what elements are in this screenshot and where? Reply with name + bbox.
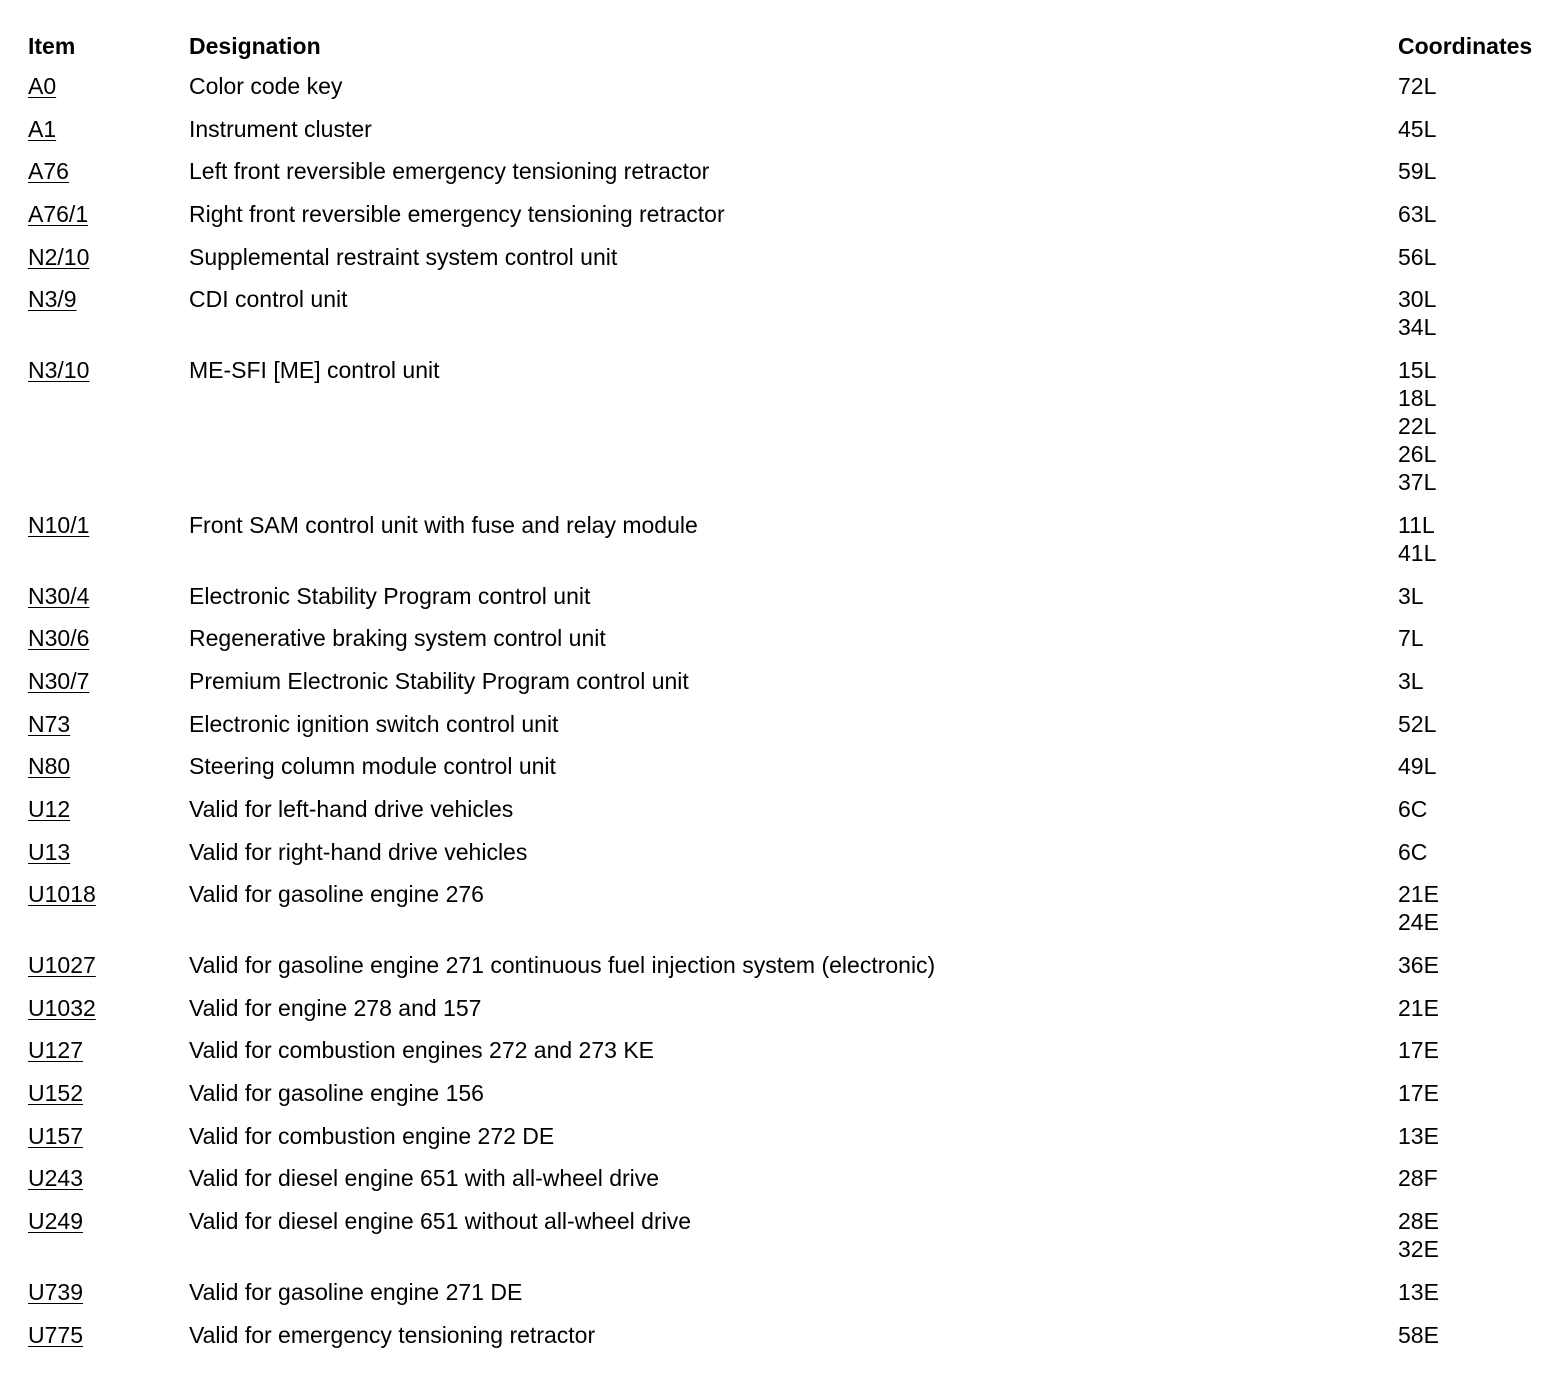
- table-row: [28, 795, 1548, 838]
- table-row: [28, 994, 1548, 1037]
- designation-cell: Instrument cluster: [189, 115, 372, 142]
- coordinate-value: 37L: [1398, 469, 1437, 496]
- coordinate-value: 22L: [1398, 413, 1437, 440]
- coordinate-value: 63L: [1398, 201, 1437, 228]
- table-row: [28, 356, 1548, 511]
- designation-cell: Supplemental restraint system control unit: [189, 243, 618, 270]
- coordinate-value: 52L: [1398, 710, 1437, 737]
- designation-cell: Front SAM control unit with fuse and relay module: [189, 511, 698, 538]
- item-cell: [28, 1321, 189, 1349]
- coordinate-value: 28F: [1398, 1165, 1438, 1192]
- table-row: [28, 1079, 1548, 1122]
- designation-cell: Premium Electronic Stability Program control unit: [189, 667, 689, 694]
- item-cell: [28, 356, 189, 384]
- item-link[interactable]: N73: [28, 710, 71, 737]
- coordinate-value: 3L: [1398, 667, 1424, 694]
- item-link[interactable]: A76/1: [28, 201, 89, 228]
- item-link[interactable]: U157: [28, 1122, 83, 1149]
- coordinates-cell: [1398, 582, 1548, 610]
- table-row: [28, 72, 1548, 115]
- coordinates-cell: [1398, 951, 1548, 979]
- item-cell: [28, 1122, 189, 1150]
- item-link[interactable]: U1032: [28, 994, 96, 1021]
- coordinates-cell: [1398, 1321, 1548, 1349]
- designation-cell: Valid for gasoline engine 271 DE: [189, 1278, 523, 1305]
- coordinates-cell: [1398, 285, 1548, 341]
- table-row: [28, 1036, 1548, 1079]
- coordinate-value: 24E: [1398, 909, 1439, 936]
- designation-cell: CDI control unit: [189, 286, 348, 313]
- table-row: [28, 285, 1548, 356]
- item-link[interactable]: U13: [28, 838, 71, 865]
- item-link[interactable]: U243: [28, 1165, 83, 1192]
- coordinate-value: 15L: [1398, 357, 1437, 384]
- coordinate-value: 58E: [1398, 1321, 1439, 1348]
- coordinates-cell: [1398, 1164, 1548, 1192]
- designation-cell: Valid for left-hand drive vehicles: [189, 795, 514, 822]
- item-cell: [28, 710, 189, 738]
- item-link[interactable]: U739: [28, 1278, 83, 1305]
- table-body: [28, 72, 1548, 1363]
- coordinate-value: 21E: [1398, 994, 1439, 1021]
- designation-cell: Valid for diesel engine 651 without all-wheel drive: [189, 1208, 692, 1235]
- coordinates-cell: [1398, 624, 1548, 652]
- header-coordinates: Coordinates: [1398, 33, 1533, 59]
- designation-cell: Valid for diesel engine 651 with all-wheel drive: [189, 1165, 660, 1192]
- item-link[interactable]: U1018: [28, 881, 96, 908]
- coordinate-value: 7L: [1398, 625, 1424, 652]
- header-item: Item: [28, 33, 76, 59]
- table-row: [28, 1122, 1548, 1165]
- designation-cell: Valid for engine 278 and 157: [189, 994, 482, 1021]
- item-cell: [28, 1079, 189, 1107]
- item-cell: [28, 285, 189, 313]
- coordinates-cell: [1398, 1207, 1548, 1263]
- coordinate-value: 45L: [1398, 115, 1437, 142]
- table-row: [28, 200, 1548, 243]
- table-row: [28, 1164, 1548, 1207]
- item-cell: [28, 994, 189, 1022]
- coordinates-cell: [1398, 1036, 1548, 1064]
- coordinates-cell: [1398, 356, 1548, 496]
- item-cell: [28, 243, 189, 271]
- item-link[interactable]: N10/1: [28, 511, 90, 538]
- item-cell: [28, 838, 189, 866]
- coordinate-value: 30L: [1398, 286, 1437, 313]
- coordinates-cell: [1398, 1122, 1548, 1150]
- designation-cell: Right front reversible emergency tensioning retractor: [189, 201, 725, 228]
- coordinate-value: 11L: [1398, 511, 1435, 538]
- coordinates-cell: [1398, 838, 1548, 866]
- coordinate-value: 13E: [1398, 1122, 1439, 1149]
- coordinates-cell: [1398, 994, 1548, 1022]
- table-row: [28, 951, 1548, 994]
- item-cell: [28, 752, 189, 780]
- designation-cell: ME-SFI [ME] control unit: [189, 357, 440, 384]
- designation-cell: Steering column module control unit: [189, 753, 556, 780]
- item-cell: [28, 1278, 189, 1306]
- table-row: [28, 752, 1548, 795]
- coordinate-value: 56L: [1398, 243, 1437, 270]
- item-cell: [28, 624, 189, 652]
- table-header: [28, 30, 1548, 66]
- coordinates-cell: [1398, 243, 1548, 271]
- coordinate-value: 32E: [1398, 1236, 1439, 1263]
- item-link[interactable]: U12: [28, 795, 71, 822]
- item-cell: [28, 511, 189, 539]
- coordinates-cell: [1398, 710, 1548, 738]
- coordinates-cell: [1398, 1079, 1548, 1107]
- designation-cell: Valid for emergency tensioning retractor: [189, 1321, 596, 1348]
- coordinate-value: 72L: [1398, 73, 1437, 99]
- item-cell: [28, 1207, 189, 1235]
- item-link[interactable]: N30/6: [28, 625, 90, 652]
- table-row: [28, 838, 1548, 881]
- table-row: [28, 582, 1548, 625]
- item-link[interactable]: U127: [28, 1037, 83, 1064]
- designation-cell: Electronic Stability Program control unit: [189, 582, 591, 609]
- item-link[interactable]: U152: [28, 1080, 83, 1107]
- coordinate-value: 34L: [1398, 314, 1437, 341]
- item-cell: [28, 157, 189, 185]
- item-cell: [28, 1164, 189, 1192]
- item-cell: [28, 880, 189, 908]
- coordinates-cell: [1398, 72, 1548, 100]
- coordinates-cell: [1398, 752, 1548, 780]
- coordinates-cell: [1398, 115, 1548, 143]
- coordinate-value: 6C: [1398, 838, 1428, 865]
- item-link[interactable]: N2/10: [28, 243, 90, 270]
- coordinate-value: 18L: [1398, 385, 1437, 412]
- table-row: [28, 1321, 1548, 1364]
- item-cell: [28, 582, 189, 610]
- designation-cell: Regenerative braking system control unit: [189, 625, 606, 652]
- item-link[interactable]: N80: [28, 753, 71, 780]
- designation-cell: Valid for gasoline engine 156: [189, 1080, 484, 1107]
- coordinate-value: 36E: [1398, 952, 1439, 978]
- table-row: [28, 1278, 1548, 1321]
- item-cell: [28, 795, 189, 823]
- item-cell: [28, 200, 189, 228]
- coordinate-value: 6C: [1398, 795, 1428, 822]
- coordinate-value: 17E: [1398, 1037, 1439, 1064]
- item-link[interactable]: U775: [28, 1321, 83, 1348]
- coordinate-value: 41L: [1398, 539, 1437, 566]
- table-row: [28, 511, 1548, 582]
- table-row: [28, 624, 1548, 667]
- designation-cell: Valid for combustion engines 272 and 273 KE: [189, 1037, 654, 1064]
- item-link[interactable]: N3/9: [28, 286, 77, 313]
- designation-cell: Valid for gasoline engine 276: [189, 881, 484, 908]
- table-row: [28, 880, 1548, 951]
- coordinates-cell: [1398, 795, 1548, 823]
- item-link[interactable]: N30/7: [28, 667, 90, 694]
- item-link[interactable]: A0: [28, 73, 57, 99]
- coordinate-value: 3L: [1398, 582, 1424, 609]
- coordinates-cell: [1398, 880, 1548, 936]
- item-cell: [28, 72, 189, 100]
- designation-cell: Valid for gasoline engine 271 continuous fuel injection system (electronic): [189, 952, 936, 978]
- table-row: [28, 667, 1548, 710]
- coordinates-cell: [1398, 200, 1548, 228]
- designation-cell: Valid for combustion engine 272 DE: [189, 1122, 555, 1149]
- table-row: [28, 243, 1548, 286]
- table-row: [28, 710, 1548, 753]
- designation-cell: Left front reversible emergency tensioning retractor: [189, 158, 710, 185]
- coordinates-cell: [1398, 511, 1548, 567]
- coordinate-value: 28E: [1398, 1208, 1439, 1235]
- item-cell: [28, 1036, 189, 1064]
- item-cell: [28, 951, 189, 979]
- coordinate-value: 17E: [1398, 1080, 1439, 1107]
- table-row: [28, 1207, 1548, 1278]
- coordinates-cell: [1398, 157, 1548, 185]
- designation-cell: Electronic ignition switch control unit: [189, 710, 559, 737]
- coordinate-value: 21E: [1398, 881, 1439, 908]
- header-designation: Designation: [189, 33, 321, 59]
- coordinates-cell: [1398, 667, 1548, 695]
- item-link[interactable]: U249: [28, 1208, 83, 1235]
- table-row: [28, 157, 1548, 200]
- coordinate-value: 59L: [1398, 158, 1437, 185]
- item-cell: [28, 667, 189, 695]
- item-link[interactable]: N30/4: [28, 582, 90, 609]
- item-link[interactable]: N3/10: [28, 357, 90, 384]
- coordinate-value: 49L: [1398, 753, 1437, 780]
- coordinate-value: 26L: [1398, 441, 1437, 468]
- item-cell: [28, 115, 189, 143]
- item-link[interactable]: U1027: [28, 952, 96, 978]
- item-link[interactable]: A76: [28, 158, 69, 185]
- coordinates-cell: [1398, 1278, 1548, 1306]
- table-row: [28, 115, 1548, 158]
- item-link[interactable]: A1: [28, 115, 57, 142]
- coordinate-value: 13E: [1398, 1278, 1439, 1305]
- designation-cell: Valid for right-hand drive vehicles: [189, 838, 528, 865]
- designation-cell: Color code key: [189, 73, 343, 99]
- legend-table: [28, 30, 1548, 1363]
